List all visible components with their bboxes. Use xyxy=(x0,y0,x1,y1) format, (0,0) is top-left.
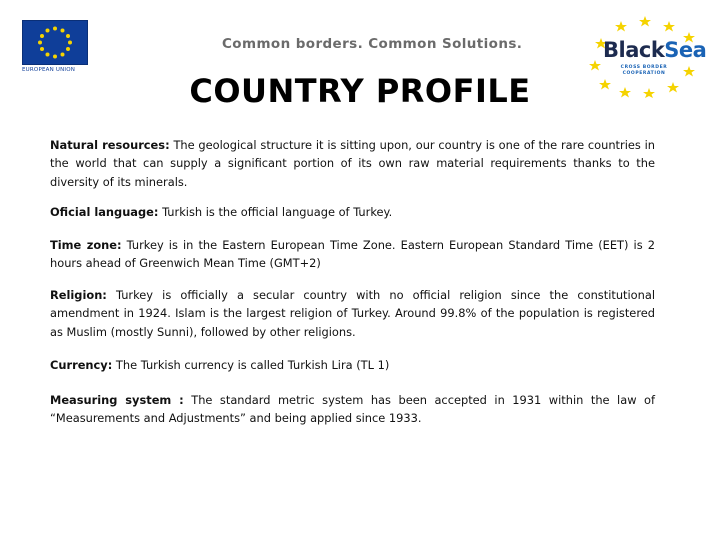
section-text: The Turkish currency is called Turkish Lira (TL 1) xyxy=(115,358,390,372)
section-natural-resources xyxy=(50,136,655,191)
section-text: Turkey is officially a secular country with no official religion since the constitutional amendment in 1924. Islam is the largest religion of Turkey. Around 99.8% of the population is registered as Muslim (mostly Sunni), followed by other religions. xyxy=(50,288,656,339)
section-religion xyxy=(50,286,655,341)
section-label: Currency: xyxy=(50,358,113,372)
black-sea-word-sea: Sea xyxy=(664,38,707,62)
black-sea-subtitle: CROSS BORDER COOPERATION xyxy=(620,65,668,76)
section-text: The geological structure it is sitting upon, our country is one of the rare countries in the world that can supply a significant portion of its own raw material requirements thanks to the diversity of its minerals. xyxy=(50,138,656,189)
section-text: Turkey is in the Eastern European Time Zone. Eastern European Standard Time (EET) is 2 hours ahead of Greenwich Mean Time (GMT+2) xyxy=(50,238,655,271)
section-text: The standard metric system has been accepted in 1931 within the law of “Measurements and Adjustments” and being applied since 1933. xyxy=(50,393,656,426)
section-label: Time zone: xyxy=(50,238,122,252)
section-currency xyxy=(50,356,655,374)
slogan: Common borders. Common Solutions. xyxy=(222,36,523,52)
section-official-language xyxy=(50,203,655,221)
black-sea-wordmark xyxy=(603,38,706,62)
black-sea-word-black: Black xyxy=(603,38,665,62)
page-title: COUNTRY PROFILE xyxy=(189,72,531,110)
eu-flag-icon xyxy=(22,20,88,65)
section-text: Turkish is the official language of Turkey. xyxy=(162,205,393,219)
eu-logo xyxy=(22,20,88,73)
section-time-zone xyxy=(50,236,655,273)
section-label: Natural resources: xyxy=(50,138,170,152)
eu-label: EUROPEAN UNION xyxy=(22,67,76,73)
section-label: Measuring system : xyxy=(50,393,184,407)
section-label: Oficial language: xyxy=(50,205,159,219)
section-label: Religion: xyxy=(50,288,107,302)
section-measuring-system xyxy=(50,391,655,428)
